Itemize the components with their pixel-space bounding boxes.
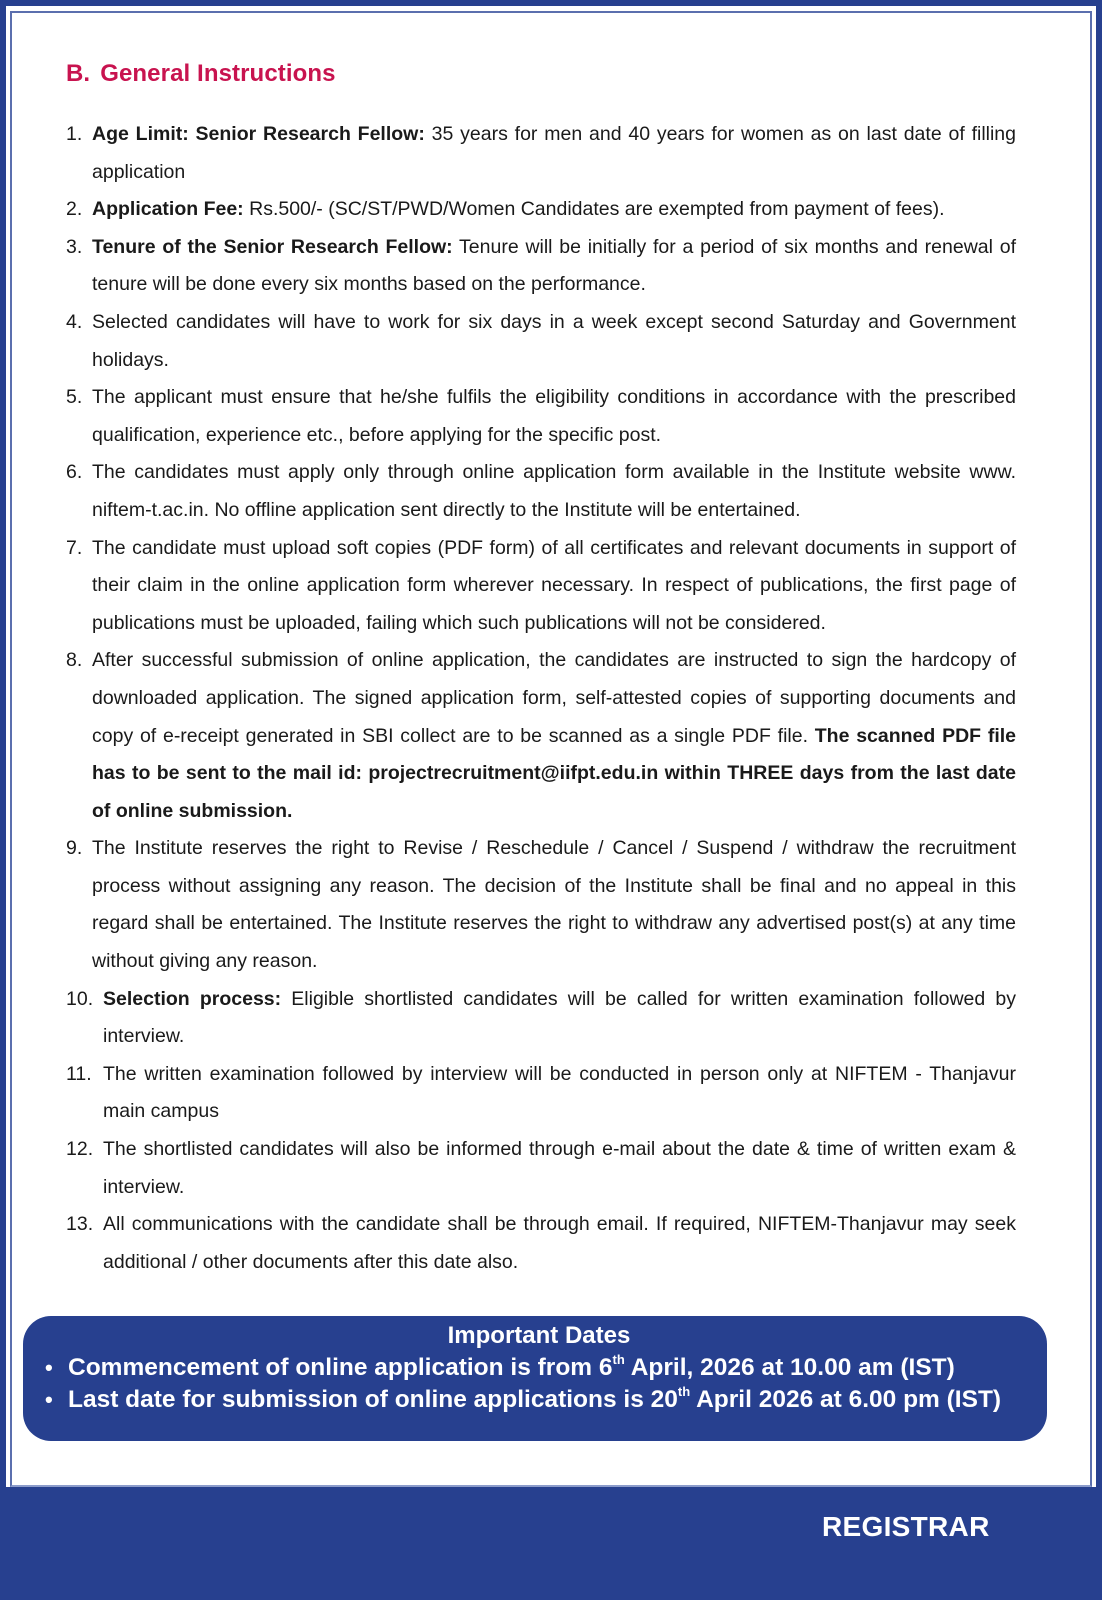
date-item-last-date	[45, 1384, 1047, 1416]
item-text: 35 years for men and 40 years for women as on last date of filling application	[92, 123, 1017, 183]
item-number: 5.	[66, 386, 83, 409]
item-number: 12.	[66, 1138, 94, 1161]
item-text: The Institute reserves the right to Revise / Reschedule / Cancel / Suspend / withdraw the recruitment process without assigning any reason. The decision of the Institute shall be final and no appeal in this regard shall be entertained. The Institute reserves the right to withdraw any advertised post(s) at any time without giving any reason.	[92, 837, 1016, 973]
item-bold-label: Selection process:	[103, 987, 282, 1010]
item-text: The candidate must upload soft copies (PDF form) of all certificates and relevant documents in support of their claim in the online application form wherever necessary. In respect of publications, the first page of publications must be uploaded, failing which such publications will not be considered.	[92, 536, 1016, 634]
section-title: General Instructions	[100, 60, 336, 87]
important-dates-list	[23, 1352, 1047, 1416]
section-letter: B.	[66, 60, 91, 87]
item-number: 11.	[66, 1062, 92, 1085]
item-bold-note: The scanned PDF file has to be sent to the mail id: projectrecruitment@iifpt.edu.in within THREE days from the last date of online submission.	[92, 724, 1016, 822]
item-text: Tenure will be initially for a period of six months and renewal of tenure will be done every six months based on the performance.	[92, 235, 1016, 296]
item-text: Eligible shortlisted candidates will be called for written examination followed by interview.	[103, 987, 1016, 1048]
instruction-item-10	[66, 981, 1016, 1056]
item-bold-label: Application Fee:	[92, 198, 244, 221]
item-text: The candidates must apply only through online application form available in the Institute website www. niftem-t.ac.in. No offline application sent directly to the Institute will be entertained.	[92, 461, 1016, 521]
item-text: Selected candidates will have to work for six days in a week except second Saturday and Government holidays.	[92, 310, 1016, 371]
item-number: 7.	[66, 536, 83, 559]
instruction-item-9	[66, 830, 1016, 980]
important-dates-title: Important Dates	[447, 1322, 631, 1349]
date-item-commencement	[45, 1352, 1047, 1384]
item-number: 2.	[66, 198, 83, 221]
instruction-item-13	[66, 1206, 1016, 1281]
date-text-pre: Last date for submission of online applications is 20	[68, 1386, 678, 1413]
item-text: After successful submission of online application, the candidates are instructed to sign the hardcopy of downloaded application. The signed application form, self-attested copies of supporting documents and copy of e-receipt generated in SBI collect are to be scanned as a single PDF file.	[92, 649, 1016, 747]
item-bold-label: Tenure of the Senior Research Fellow:	[92, 235, 453, 258]
date-text-post: April 2026 at 6.00 pm (IST)	[690, 1386, 1002, 1413]
instruction-item-1	[66, 116, 1016, 191]
item-number: 3.	[66, 235, 83, 258]
instruction-item-11	[66, 1056, 1016, 1131]
item-text: All communications with the candidate shall be through email. If required, NIFTEM-Thanjavur may seek additional / other documents after this date also.	[103, 1213, 1016, 1273]
instruction-item-4	[66, 304, 1016, 379]
instruction-item-5	[66, 379, 1016, 454]
date-text-post: April, 2026 at 10.00 am (IST)	[624, 1354, 955, 1381]
item-text: The written examination followed by interview will be conducted in person only at NIFTEM - Thanjavur main campus	[103, 1062, 1016, 1123]
item-number: 4.	[66, 310, 83, 333]
item-number: 10.	[66, 987, 94, 1010]
bullet-icon: •	[45, 1355, 53, 1380]
item-number: 8.	[66, 649, 83, 672]
instruction-item-7	[66, 530, 1016, 643]
item-number: 9.	[66, 837, 83, 860]
instruction-item-8	[66, 642, 1016, 830]
section-heading	[66, 60, 336, 88]
general-instructions-list	[66, 116, 1016, 1281]
item-number: 1.	[66, 123, 83, 145]
important-dates-box	[23, 1316, 1047, 1441]
signatory-registrar: REGISTRAR	[822, 1511, 990, 1542]
date-text-pre: Commencement of online application is from 6	[68, 1354, 613, 1381]
item-text: The shortlisted candidates will also be informed through e-mail about the date & time of written exam & interview.	[103, 1138, 1016, 1198]
item-text: The applicant must ensure that he/she fulfils the eligibility conditions in accordance with the prescribed qualification, experience etc., before applying for the specific post.	[92, 386, 1016, 446]
item-bold-label: Age Limit: Senior Research Fellow:	[92, 123, 425, 145]
instruction-item-3	[66, 229, 1016, 304]
bullet-icon: •	[45, 1387, 53, 1412]
footer-band	[0, 1487, 1102, 1600]
item-number: 6.	[66, 461, 83, 484]
date-ordinal-suffix: th	[677, 1384, 691, 1399]
instruction-item-2	[66, 191, 1016, 229]
instruction-item-6	[66, 454, 1016, 529]
item-text: Rs.500/- (SC/ST/PWD/Women Candidates are exempted from payment of fees).	[243, 198, 945, 221]
item-number: 13.	[66, 1213, 94, 1236]
instruction-item-12	[66, 1131, 1016, 1206]
date-ordinal-suffix: th	[612, 1352, 625, 1367]
